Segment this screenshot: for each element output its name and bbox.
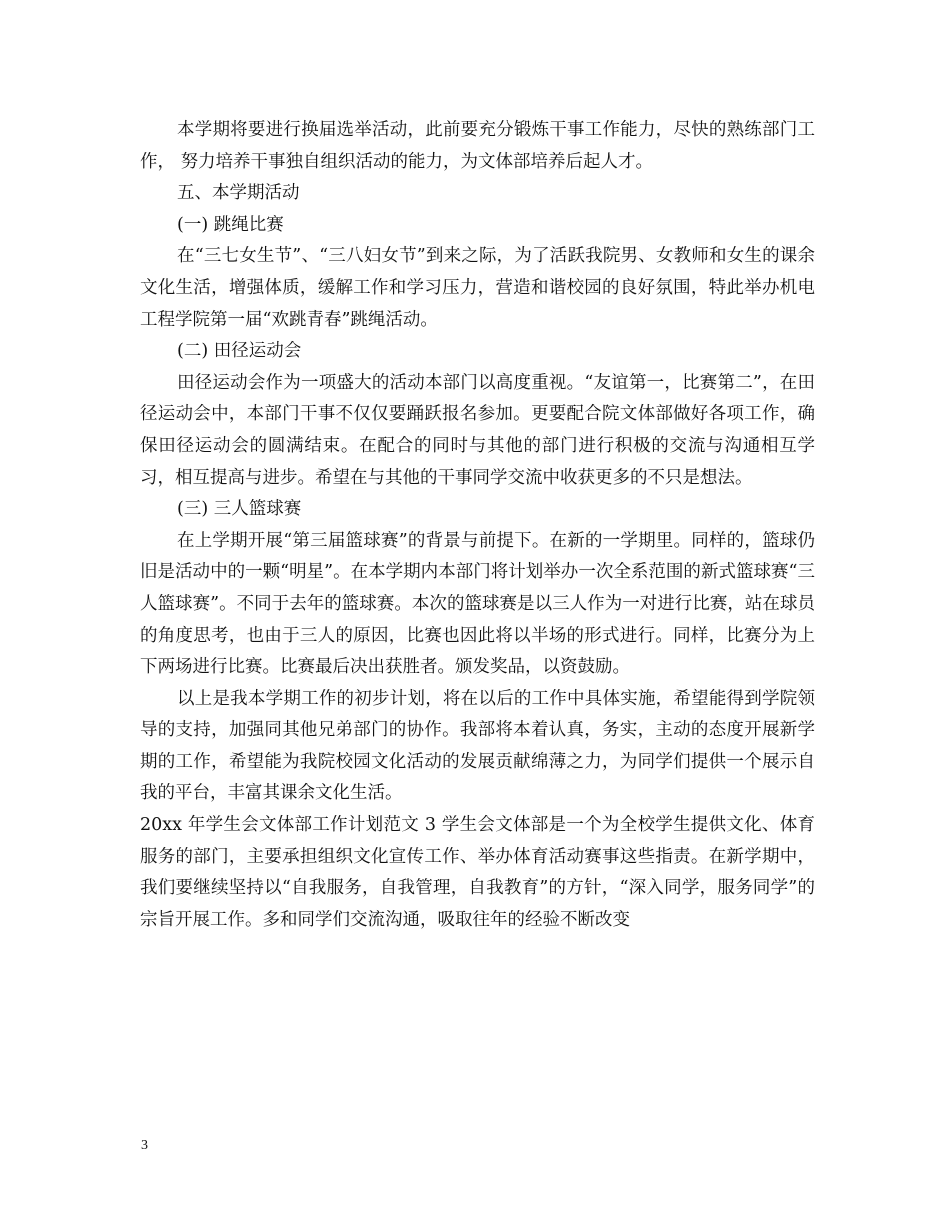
page-number: 3 — [141, 1138, 148, 1153]
paragraph-jump-rope: 在“三七女生节”、“三八妇女节”到来之际，为了活跃我院男、女教师和女生的课余文化生活，增强体质，缓解工作和学习压力，营造和谐校园的良好氛围，特此举办机电工程学院第一届“欢跳青春”跳绳活动。 — [140, 246, 815, 330]
paragraph-sample-3: 20xx 年学生会文体部工作计划范文 3 学生会文体部是一个为全校学生提供文化、体育服务的部门，主要承担组织文化宣传工作、举办体育活动赛事这些指责。在新学期中，我们要继续坚持以“自我服务，自我管理，自我教育”的方针，“深入同学，服务同学”的宗旨开展工作。多和同学们交流沟通，吸取往年的经验不断改变 — [140, 815, 815, 930]
document-body — [140, 115, 815, 936]
subheading-basketball: (三) 三人篮球赛 — [177, 499, 302, 520]
subheading-jump-rope: (一) 跳绳比赛 — [177, 214, 284, 235]
subheading-track-field: (二) 田径运动会 — [177, 341, 302, 362]
paragraph-conclusion: 以上是我本学期工作的初步计划，将在以后的工作中具体实施，希望能得到学院领导的支持，加强同其他兄弟部门的协作。我部将本着认真，务实，主动的态度开展新学期的工作，希望能为我院校园文化活动的发展贡献绵薄之力，为同学们提供一个展示自我的平台，丰富其课余文化生活。 — [140, 688, 815, 804]
paragraph-track-field: 田径运动会作为一项盛大的活动本部门以高度重视。“友谊第一，比赛第二”，在田径运动会中，本部门干事不仅仅要踊跃报名参加。更要配合院文体部做好各项工作，确保田径运动会的圆满结束。在配合的同时与其他的部门进行积极的交流与沟通相互学习，相互提高与进步。希望在与其他的干事同学交流中收获更多的不只是想法。 — [140, 372, 815, 488]
paragraph-basketball: 在上学期开展“第三届篮球赛”的背景与前提下。在新的一学期里。同样的，篮球仍旧是活动中的一颗“明星”。在本学期内本部门将计划举办一次全系范围的新式篮球赛“三人篮球赛”。不同于去年的篮球赛。本次的篮球赛是以三人作为一对进行比赛，站在球员的角度思考，也由于三人的原因，比赛也因此将以半场的形式进行。同样，比赛分为上下两场进行比赛。比赛最后决出获胜者。颁发奖品，以资鼓励。 — [140, 530, 815, 678]
section-heading-activities: 五、本学期活动 — [177, 183, 300, 204]
paragraph-succession-training: 本学期将要进行换届选举活动，此前要充分锻炼干事工作能力，尽快的熟练部门工作， 努力培养干事独自组织活动的能力，为文体部培养后起人才。 — [140, 120, 815, 172]
